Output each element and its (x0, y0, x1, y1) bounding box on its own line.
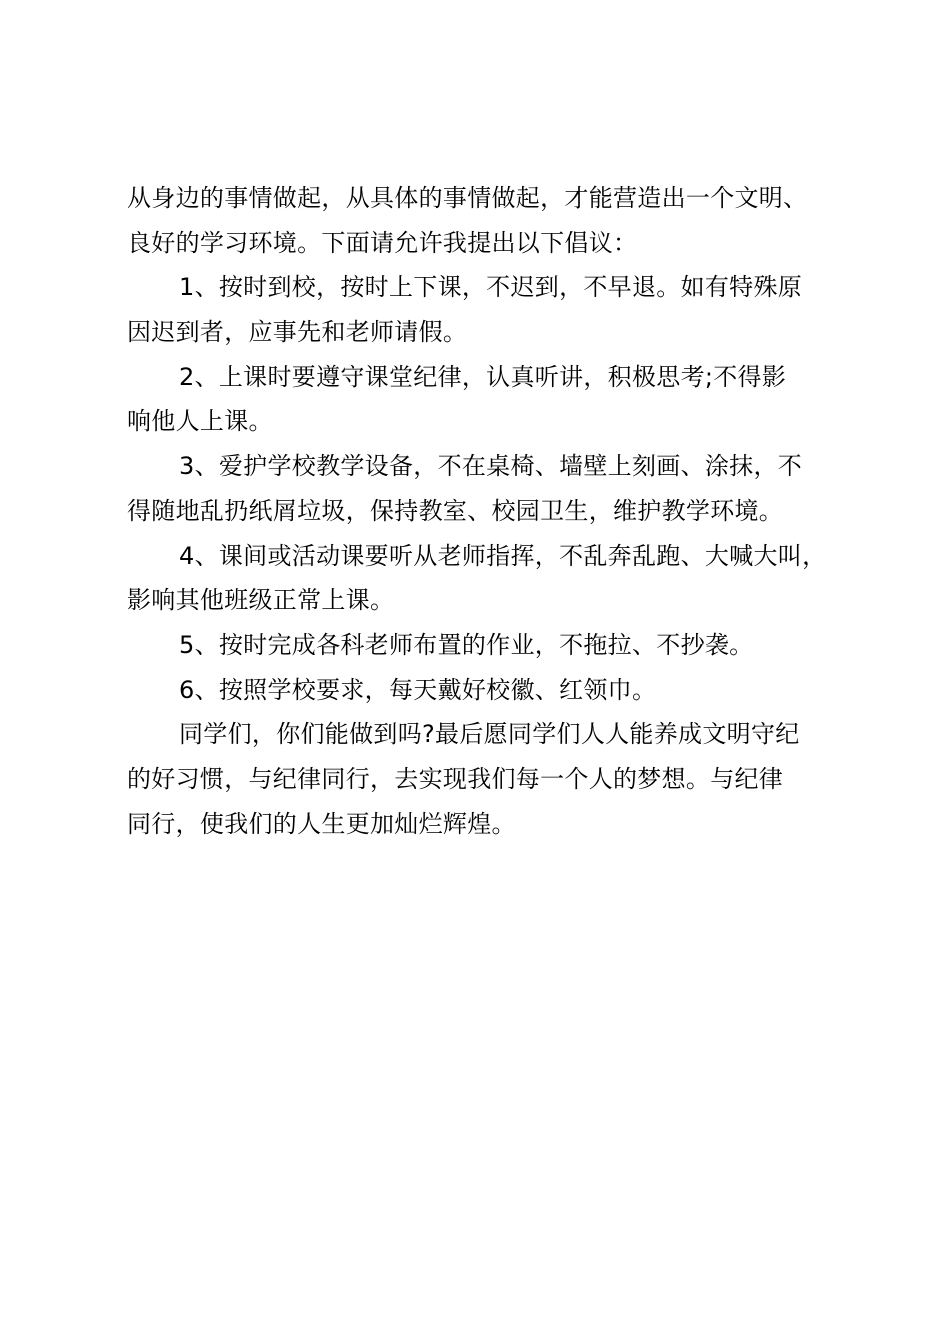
text-line: 的好习惯，与纪律同行，去实现我们每一个人的梦想。与纪律 (127, 764, 784, 793)
closing-paragraph: 同学们，你们能做到吗?最后愿同学们人人能养成文明守纪 (179, 720, 800, 749)
proposal-item-1: 1、按时到校，按时上下课，不迟到，不早退。如有特殊原 (179, 273, 803, 302)
text-line: 因迟到者，应事先和老师请假。 (127, 318, 468, 347)
text-line: 响他人上课。 (127, 407, 273, 436)
proposal-item-5: 5、按时完成各科老师布置的作业，不拖拉、不抄袭。 (179, 630, 754, 659)
proposal-item-3: 3、爱护学校教学设备，不在桌椅、墙壁上刻画、涂抹，不 (179, 452, 803, 481)
proposal-item-6: 6、按照学校要求，每天戴好校徽、红领巾。 (179, 675, 657, 704)
text-line: 从身边的事情做起，从具体的事情做起，才能营造出一个文明、 (127, 184, 808, 212)
proposal-item-2: 2、上课时要遵守课堂纪律，认真听讲，积极思考;不得影 (179, 362, 787, 391)
text-line: 得随地乱扔纸屑垃圾，保持教室、校园卫生，维护教学环境。 (127, 496, 784, 525)
text-line: 良好的学习环境。下面请允许我提出以下倡议： (127, 228, 638, 257)
document-body (127, 176, 857, 846)
proposal-item-4: 4、课间或活动课要听从老师指挥，不乱奔乱跑、大喊大叫， (179, 541, 827, 570)
text-line: 同行，使我们的人生更加灿烂辉煌。 (127, 809, 516, 838)
text-line: 影响其他班级正常上课。 (127, 586, 395, 615)
